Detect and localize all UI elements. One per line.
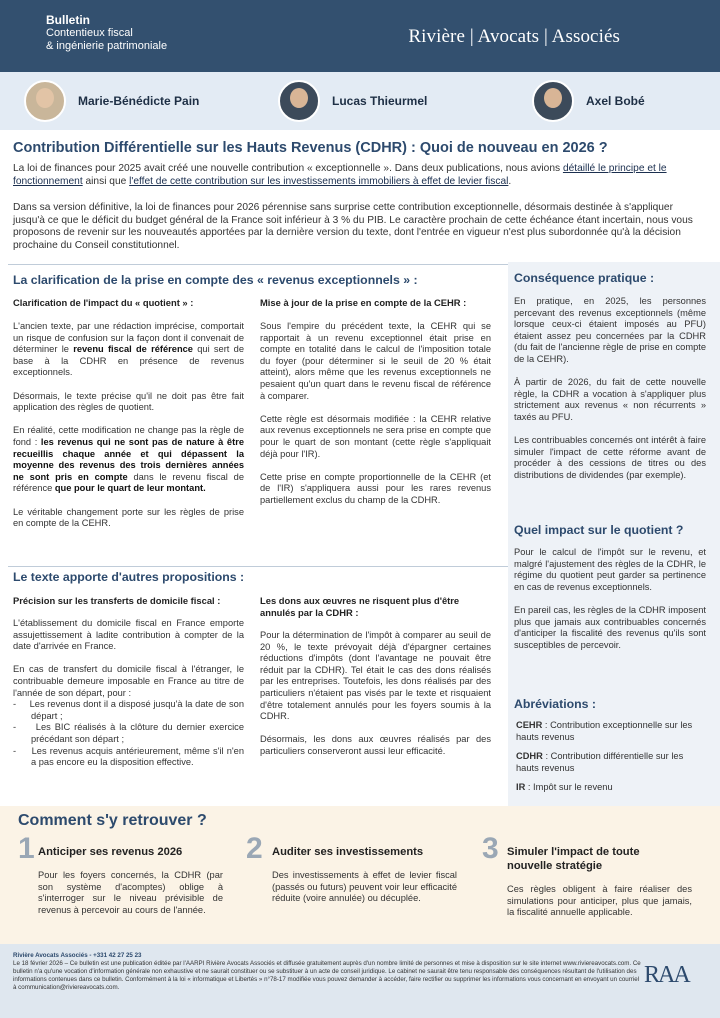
link-levier-fiscal[interactable]: l'effet de cette contribution sur les investissements immobiliers à effet de levier fiscal [129,175,509,187]
subhead-dons-oeuvres: Les dons aux œuvres ne risquent plus d'être annulés par la CDHR : [260,595,460,618]
author-3 [532,80,645,122]
step-number-2: 2 [246,832,263,865]
column-dons-oeuvres [260,630,491,769]
bold-text: les revenus qui ne sont pas de nature à être recueillis chaque année et qui dépassent la moyenne des revenus des trois dernières années ne sont pris en compte [13,436,244,482]
text: dans le revenu fiscal de référence [13,471,244,494]
author-name: Marie-Bénédicte Pain [78,94,200,108]
step-title-1: Anticiper ses revenus 2026 [38,846,183,858]
bulletin-header [0,0,720,72]
abbreviation-ir [516,782,708,794]
paragraph: Cette règle est désormais modifiée : la CEHR relative aux revenus exceptionnels ne sera prise en compte que pour le quart de son montant (cette règle s'appliquait déjà pour l'IR). [260,413,491,459]
author-name: Lucas Thieurmel [332,94,428,108]
step-text-2: Des investissements à effet de levier fiscal (passés ou futurs) peuvent voir leur efficacité réduite (voire annulée) ou décuplée. [272,870,457,904]
divider [8,264,508,265]
list-item: - Les revenus dont il a disposé jusqu'à la date de son départ ; [13,699,244,721]
section-heading-autres-propositions: Le texte apporte d'autres propositions : [13,570,245,584]
intro-text: . [508,175,512,187]
bulletin-subtitle-2: & ingénierie patrimoniale [46,40,168,52]
subhead-cehr: Mise à jour de la prise en compte de la CEHR : [260,297,467,308]
list-item: - Les revenus acquis antérieurement, même s'il n'en a pas encore eu la disposition effective. [13,745,244,768]
abbr-term: CDHR [516,751,543,762]
bulletin-title-block [46,14,167,53]
step-text-1: Pour les foyers concernés, la CDHR (par son système d'acomptes) oblige à s'interroger sur le niveau prévisible de revenus à percevoir au cours de l'année. [38,870,223,915]
firm-logo: RAA [644,962,689,988]
section-heading-revenus-exceptionnels: La clarification de la prise en compte des « revenus exceptionnels » : [13,273,418,287]
intro-paragraph-2: Dans sa version définitive, la loi de finances pour 2026 pérennise sans surprise cette contribution exceptionnelle, désormais destinée à s'appliquer jusqu'à ce que le déficit du budget général de la France soit inférieur à 3 % du PIB. Le caractère prochain de cette échéance étant incertain, nous vous proposons de revenir sur les nouveautés apportées par la dernière version du texte, dont l'entrée en vigueur n'est plus subordonnée qu'à la décision prochaine du Conseil constitutionnel. [13,202,693,251]
subhead-domicile-fiscal: Précision sur les transferts de domicile fiscal : [13,595,221,606]
avatar [532,80,574,122]
bulletin-subtitle-1: Contentieux fiscal [46,27,133,39]
intro-paragraph-1 [13,163,707,188]
abbr-definition: : Contribution exceptionnelle sur les hauts revenus [516,720,693,742]
sidebar-heading-consequence: Conséquence pratique : [514,271,655,285]
paragraph: Désormais, les dons aux œuvres réalisés par des particuliers conserveront aussi leur efficacité. [260,734,491,756]
step-title-3: Simuler l'impact de toute nouvelle stratégie [507,846,640,872]
paragraph: Pour le calcul de l'impôt sur le revenu, et malgré l'ajustement des règles de la CDHR, le régime du quotient peut garder sa pertinence en cas de revenus exceptionnels. [514,547,706,592]
footer-legal-text [13,952,643,992]
sidebar-consequence-text [514,296,706,493]
paragraph: Désormais, le texte précise qu'il ne doit pas être fait application des règles de quotient. [13,390,244,413]
step-number-3: 3 [482,832,499,865]
list-item: - Les BIC réalisés à la clôture du dernier exercice précédant son départ ; [13,722,244,744]
author-name: Axel Bobé [586,94,645,108]
author-1 [24,80,199,122]
paragraph: Le véritable changement porte sur les règles de prise en compte de la CEHR. [13,506,244,529]
paragraph: Les contribuables concernés ont intérêt à faire simuler l'impact de cette réforme avant de procéder à des cessions de titres ou des distributions de dividendes (par exemple). [514,435,706,480]
sidebar-heading-quotient: Quel impact sur le quotient ? [514,523,684,537]
howto-heading: Comment s'y retrouver ? [18,812,207,829]
step-number-1: 1 [18,832,35,865]
step-text-3: Ces règles obligent à faire réaliser des simulations pour anticiper, plus que jamais, la fiscalité annuelle applicable. [507,884,692,918]
abbreviation-cdhr [516,751,708,774]
page-title: Contribution Différentielle sur les Hauts Revenus (CDHR) : Quoi de nouveau en 2026 ? [13,140,608,156]
column-cehr [260,321,491,518]
bold-text: revenu fiscal de référence [73,344,193,355]
sidebar-heading-abreviations: Abréviations : [514,697,596,711]
column-quotient [13,321,244,541]
column-domicile-fiscal [13,618,244,769]
abbr-term: CEHR [516,720,543,730]
paragraph: À partir de 2026, du fait de cette nouvelle règle, la CDHR a vocation à s'appliquer plus strictement aux revenus « non récurrents » taxés au PFU. [514,377,706,422]
authors-bar [0,72,720,130]
avatar [24,80,66,122]
author-2 [278,80,427,122]
abbreviation-cehr [516,720,708,743]
abbr-definition: : Contribution différentielle sur les hauts revenus [516,751,684,773]
intro-text: ainsi que [82,175,130,187]
intro-text: La loi de finances pour 2025 avait créé une nouvelle contribution « exceptionnelle ». Dans deux publications, nous avions [13,163,563,174]
divider [8,566,508,567]
text: qui sert de base à la CDHR en présence de revenus exceptionnels. [13,344,244,378]
paragraph: En cas de transfert du domicile fiscal à l'étranger, le contribuable demeure imposable en France au titre de l'année de son départ, pour : [13,664,244,698]
paragraph: En pareil cas, les règles de la CDHR imposent plus que jamais aux contribuables concernés d'anticiper la fiscalité des revenus qu'ils sont susceptibles de percevoir. [514,604,706,650]
paragraph: Pour la détermination de l'impôt à comparer au seuil de 20 %, le texte prévoyait déjà d'épargner certaines réductions d'impôts (dont l'avantage ne pouvait être réduit par la CDHR). Tel était le cas des dons réalisés par les entreprises. Toutefois, les dons réalisés par des particuliers n'étaient pas visés par le texte et risquaient d'être totalement annulés pour les foyers soumis à la CDHR. [260,630,491,722]
bulletin-label: Bulletin [46,13,90,27]
abbreviations-list [516,720,708,802]
avatar [278,80,320,122]
departure-list [13,699,244,769]
sidebar-quotient-text [514,547,706,663]
paragraph: En pratique, en 2025, les personnes percevant des revenus exceptionnels (même lorsque ceux-ci étaient imposés au PFU) étaient assez peu concernées par la CDHR (du fait de l'ancienne règle de prise en compte de la CEHR). [514,296,706,364]
step-title-2: Auditer ses investissements [272,846,424,858]
bold-text: que pour le quart de leur montant. [54,483,206,494]
text: L'ancien texte, par une rédaction imprécise, comportait un risque de confusion sur la façon dont il convenait de déterminer le [13,321,244,355]
abbr-term: IR [516,782,526,793]
link-principe[interactable]: détaillé le principe et le fonctionnement [13,163,667,187]
footer-disclaimer: Le 18 février 2026 – Ce bulletin est une publication éditée par l'AARPI Rivière Avocats Associés et diffusée gratuitement auprès d'un nombre limité de personnes et mise à disposition sur le site internet www.riviereavocats.com. Ce bulletin n'a qu'une vocation d'information générale non exhaustive et ne saurait constituer ou se substituer à un acte de conseil juridique. Le cabinet ne saurait être tenu responsable des conséquences résultant de l'utilisation des informations contenues dans ce bulletin. Conformément à la loi « informatique et Libertés » n°78-17 modifiée vous pouvez demander à accéder, faire rectifier ou supprimer les informations vous concernant en envoyant un courriel à communication@riviereavocats.com. [13,960,641,991]
paragraph: Cette prise en compte proportionnelle de la CEHR (et de l'IR) s'appliquera aussi pour les rares revenus partiellement exclus du champ de la CDHR. [260,471,491,505]
text: En réalité, cette modification ne change pas la règle de fond : [13,425,244,447]
paragraph: L'établissement du domicile fiscal en France emporte assujettissement à ladite contribution à compter de la date d'arrivée en France. [13,618,244,652]
subhead-quotient: Clarification de l'impact du « quotient » : [13,297,194,308]
abbr-definition: : Impôt sur le revenu [525,782,613,793]
footer-contact: Rivière Avocats Associés - +331 42 27 25 23 [13,952,142,959]
paragraph: Sous l'empire du précédent texte, la CEHR qui se rapportait à un revenu exceptionnel était prise en compte en totalité dans le calcul de l'imposition totale du foyer (pour déterminer si le seuil de 20 % était atteint), alors même que les revenus exceptionnels ne pesaient qu'un quart dans le revenu fiscal de référence à comparer. [260,321,491,401]
firm-brand: Rivière | Avocats | Associés [408,26,620,47]
